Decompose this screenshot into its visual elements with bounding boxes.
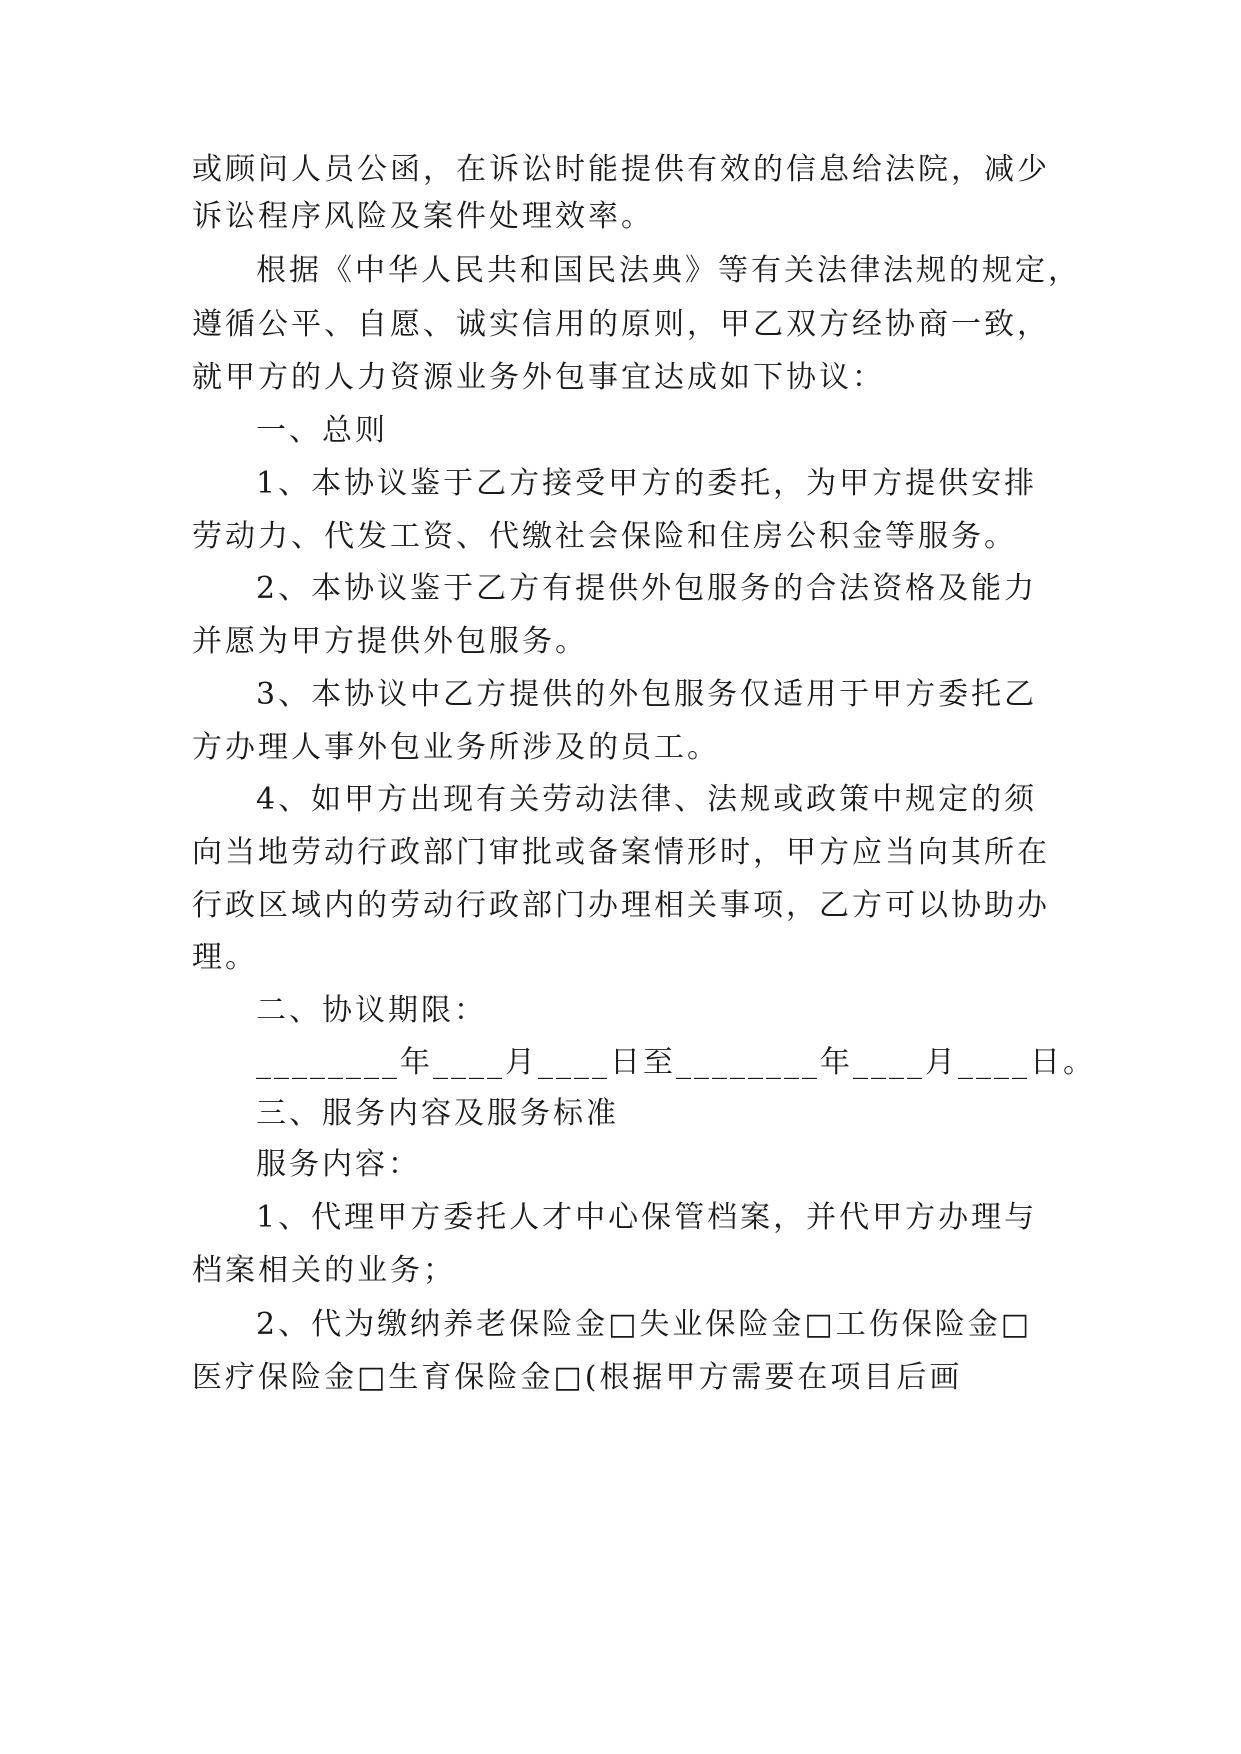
paragraph-line: 根据《中华人民共和国民法典》等有关法律法规的规定， — [256, 253, 1081, 288]
paragraph-line: 并愿为甲方提供外包服务。 — [192, 624, 588, 659]
paragraph-line: 行政区域内的劳动行政部门办理相关事项，乙方可以协助办 — [192, 888, 1050, 923]
section-heading: 三、服务内容及服务标准 — [256, 1096, 619, 1131]
paragraph-line: 档案相关的业务； — [192, 1253, 456, 1288]
paragraph-line: 劳动力、代发工资、代缴社会保险和住房公积金等服务。 — [192, 519, 1017, 554]
paragraph-line: 2、本协议鉴于乙方有提供外包服务的合法资格及能力 — [256, 571, 1038, 606]
paragraph-line: 4、如甲方出现有关劳动法律、法规或政策中规定的须 — [256, 782, 1038, 817]
paragraph-line: 或顾问人员公函，在诉讼时能提供有效的信息给法院，减少 — [192, 152, 1050, 187]
paragraph-line: 诉讼程序风险及案件处理效率。 — [192, 199, 654, 234]
subsection-heading: 服务内容： — [256, 1147, 421, 1182]
paragraph-line: 2、代为缴纳养老保险金□失业保险金□工伤保险金□ — [256, 1307, 1033, 1342]
paragraph-line: 1、代理甲方委托人才中心保管档案，并代甲方办理与 — [256, 1200, 1038, 1235]
paragraph-line: 就甲方的人力资源业务外包事宜达成如下协议： — [192, 360, 885, 395]
paragraph-line: 医疗保险金□生育保险金□(根据甲方需要在项目后画 — [192, 1360, 963, 1395]
section-heading: 一、总则 — [256, 413, 388, 448]
date-range-line: ________年____月____日至________年____月____日。 — [256, 1045, 1096, 1080]
paragraph-line: 理。 — [192, 940, 258, 975]
paragraph-line: 方办理人事外包业务所涉及的员工。 — [192, 730, 720, 765]
section-heading: 二、协议期限： — [256, 993, 487, 1028]
paragraph-line: 1、本协议鉴于乙方接受甲方的委托，为甲方提供安排 — [256, 466, 1038, 501]
paragraph-line: 遵循公平、自愿、诚实信用的原则，甲乙双方经协商一致， — [192, 307, 1050, 342]
paragraph-line: 3、本协议中乙方提供的外包服务仅适用于甲方委托乙 — [256, 677, 1038, 712]
paragraph-line: 向当地劳动行政部门审批或备案情形时，甲方应当向其所在 — [192, 835, 1050, 870]
